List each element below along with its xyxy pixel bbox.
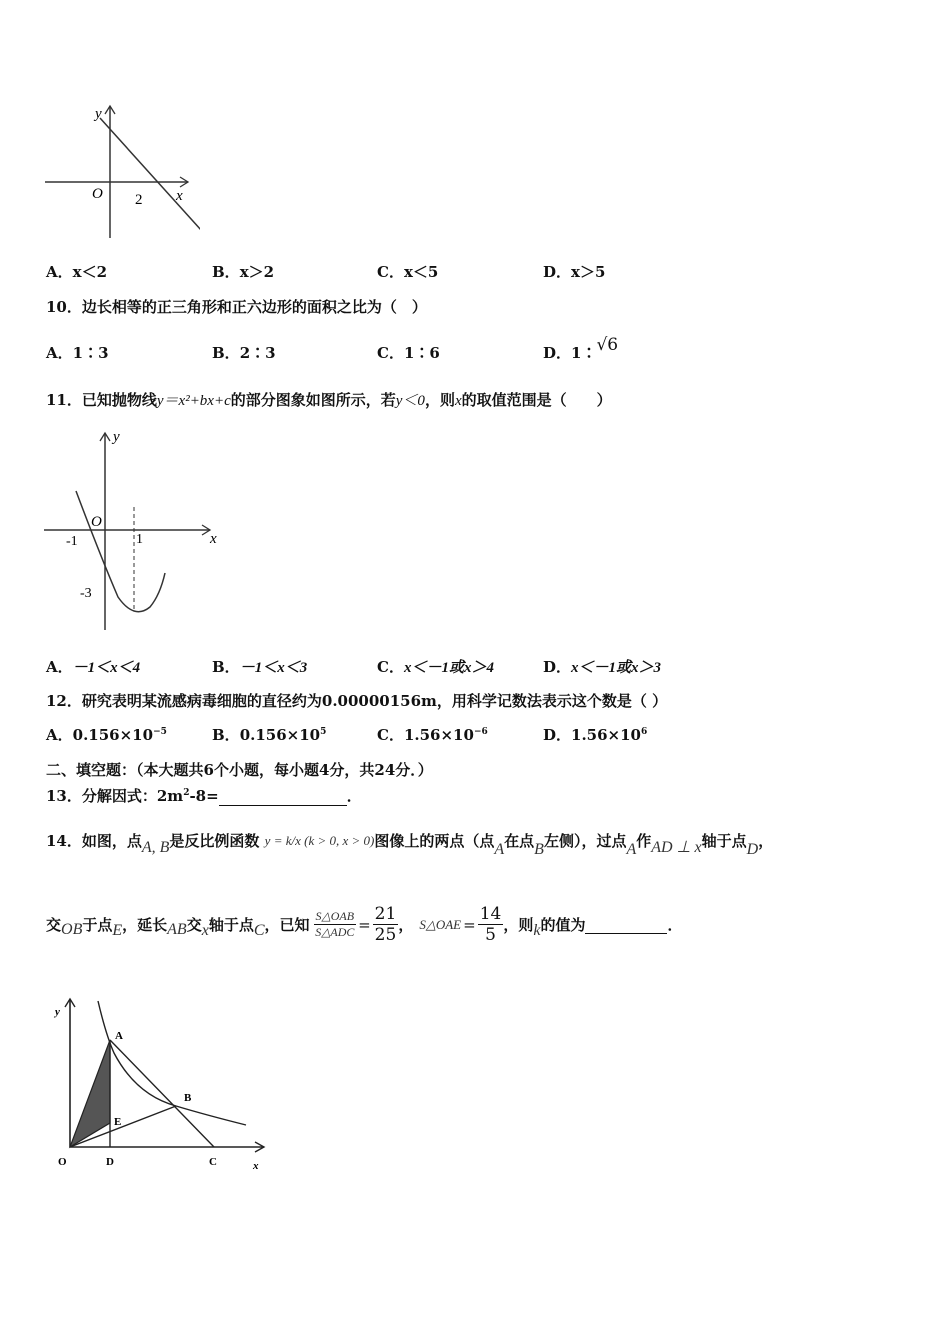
q9-option-c[interactable]: C．x＜5 xyxy=(377,263,439,281)
tick-label-1: 1 xyxy=(136,532,143,547)
label-o: O xyxy=(58,1156,67,1168)
dashed-line-y-neg3 xyxy=(105,595,134,610)
label-d: D xyxy=(106,1156,114,1168)
origin-label: O xyxy=(92,186,103,202)
q10-option-b[interactable]: B．2∶3 xyxy=(212,344,276,362)
section-title: 二、填空题：（本大题共6个小题，每小题4分，共24分．） xyxy=(46,761,433,779)
q10-option-d[interactable]: D．1∶√6 xyxy=(543,335,619,362)
q10-stem: 10．边长相等的正三角形和正六边形的面积之比为（ ） xyxy=(46,298,427,316)
area-oae: S△OAE xyxy=(419,916,462,932)
segment-ac xyxy=(110,1040,214,1147)
q10-option-c[interactable]: C．1∶6 xyxy=(377,344,440,362)
q13-stem: 13．分解因式：$2m^2-8=$ ． xyxy=(46,787,362,805)
sqrt6: √6 xyxy=(596,335,619,355)
q12-option-a[interactable]: A．$0.156\times 10^{-5}$ xyxy=(46,726,167,744)
ratio-value-fraction: $\frac{21}{25}$ xyxy=(374,904,397,945)
tick-label-2: 2 xyxy=(135,192,143,208)
q12-option-c[interactable]: C．$1.56\times 10^{-6}$ xyxy=(377,726,488,744)
label-c: C xyxy=(209,1156,217,1168)
q9-option-b[interactable]: B．x＞2 xyxy=(212,263,275,281)
q11-stem: 11．已知抛物线y＝x²+bx+c的部分图象如图所示，若y＜0，则x的取值范围是（ ） xyxy=(46,391,612,409)
linear-function-graph xyxy=(40,98,200,248)
area-ratio-fraction: $\frac{\text{S△OAB}}{\text{S△ADC}}$ xyxy=(315,909,355,939)
q11-option-b[interactable]: B．－1＜x＜3 xyxy=(212,658,308,676)
q11-option-a[interactable]: A．－1＜x＜4 xyxy=(46,658,141,676)
y-axis-label: y xyxy=(113,429,120,445)
q14-line1: 14．如图，点A, B是反比例函数 y = k/x (k > 0, x > 0)图像上的两点（点A在点B左侧），过点A作AD ⊥ x轴于点D， xyxy=(46,832,774,858)
q14-answer-blank[interactable] xyxy=(585,915,667,934)
tick-label-neg3: -3 xyxy=(80,586,92,601)
hyperbola-curve xyxy=(98,1001,246,1125)
x-axis-label: x xyxy=(176,188,183,204)
q9-option-a[interactable]: A．x＜2 xyxy=(46,263,108,281)
label-b: B xyxy=(184,1092,192,1104)
label-x: x xyxy=(253,1160,259,1172)
x-axis-label: x xyxy=(210,531,217,547)
function-expression: y = k/x (k > 0, x > 0) xyxy=(264,833,375,848)
q10-option-a[interactable]: A．1∶3 xyxy=(46,344,109,362)
shaded-triangle-oae xyxy=(70,1040,110,1147)
y-axis-label: y xyxy=(95,106,102,122)
q14-figure xyxy=(46,995,276,1177)
q11-option-d[interactable]: D．x＜－1或x＞3 xyxy=(543,658,662,676)
q12-option-b[interactable]: B．$0.156\times 10^5$ xyxy=(212,726,327,744)
q12-stem: 12．研究表明某流感病毒细胞的直径约为0.00000156m，用科学记数法表示这个数是（ ） xyxy=(46,692,668,710)
label-e: E xyxy=(114,1116,122,1128)
q13-answer-blank[interactable] xyxy=(219,787,347,806)
oae-value-fraction: $\frac{14}{5}$ xyxy=(479,904,502,945)
tick-label-neg1: -1 xyxy=(66,534,78,549)
q9-option-d[interactable]: D．x＞5 xyxy=(543,263,606,281)
q12-option-d[interactable]: D．$1.56\times 10^6$ xyxy=(543,726,648,744)
label-a: A xyxy=(115,1030,123,1042)
parabola-graph xyxy=(40,425,230,635)
q11-option-c[interactable]: C．x＜－1或x＞4 xyxy=(377,658,494,676)
label-y: y xyxy=(55,1006,60,1018)
origin-label: O xyxy=(91,514,102,530)
q14-line2: 交 OB 于点 E ，延长 AB 交 x 轴于点 C ，已知 $\frac{\text{S△OAB}}{\text{S△ADC}}$ = $\frac{21}{25}$ ， S△OAE = $\frac{14}{5}$ ，则 k 的值为 ． xyxy=(46,904,683,945)
function-line xyxy=(100,118,200,240)
